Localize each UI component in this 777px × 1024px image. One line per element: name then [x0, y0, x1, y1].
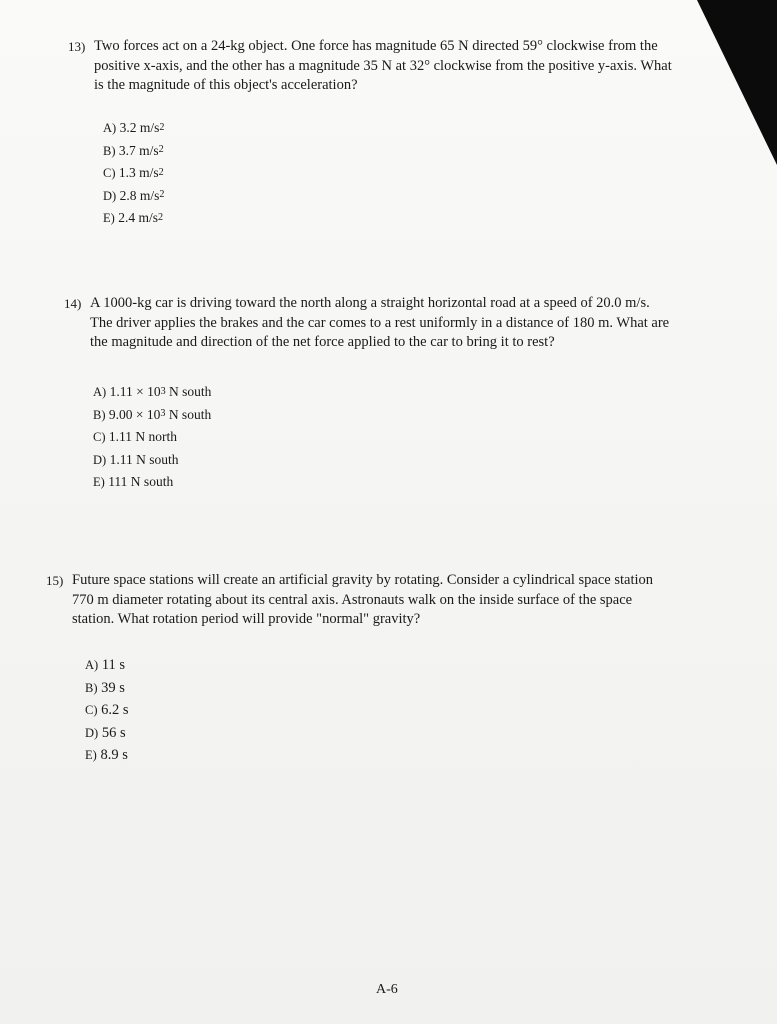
question-15-line-1: Future space stations will create an artificial gravity by rotating. Consider a cylindrical space station	[72, 572, 654, 588]
choice-15-c: C) 6.2 s	[85, 702, 129, 718]
question-15-choices	[85, 654, 129, 767]
question-13-line-1: Two forces act on a 24-kg object. One force has magnitude 65 N directed 59° clockwise from the	[94, 38, 658, 54]
question-14-line-1: A 1000-kg car is driving toward the north along a straight horizontal road at a speed of 20.0 m/s.	[90, 295, 650, 311]
question-13	[68, 37, 672, 96]
question-15-text	[46, 571, 654, 630]
page-corner-shadow	[697, 0, 777, 165]
choice-15-d: D) 56 s	[85, 724, 126, 741]
choice-13-c: C) 1.3 $m/s^2$	[103, 165, 164, 180]
page-number: A-6	[376, 982, 398, 997]
choice-14-a: A) $1.11 \times 10^3$ N south	[93, 384, 212, 399]
choice-13-d: D) 2.8 $m/s^2$	[103, 187, 165, 203]
question-13-line-2: positive x-axis, and the other has a magnitude 35 N at 32° clockwise from the positive y-axis. What	[94, 57, 672, 74]
question-13-text	[68, 37, 672, 96]
choice-15-a: A) 11 s	[85, 657, 126, 673]
question-14-text	[64, 294, 670, 353]
question-13-choices	[103, 117, 164, 230]
question-14-line-2: The driver applies the brakes and the car comes to a rest uniformly in a distance of 180 m. What are	[90, 314, 670, 331]
choice-15-e: E) 8.9 s	[85, 747, 128, 763]
choice-14-d: D) 1.11 N south	[93, 451, 179, 467]
question-14-line-3: the magnitude and direction of the net force applied to the car to bring it to rest?	[90, 334, 555, 350]
question-14-number: 14)	[64, 296, 82, 311]
choice-13-e: E) 2.4 $m/s^2$	[103, 210, 164, 225]
choice-13-b: B) 3.7 $m/s^2$	[103, 142, 164, 158]
question-15-line-3: station. What rotation period will provide "normal" gravity?	[72, 611, 421, 627]
question-14-choices	[93, 381, 211, 494]
question-15-line-2: 770 m diameter rotating about its central axis. Astronauts walk on the inside surface of the space	[72, 591, 633, 608]
question-13-line-3: is the magnitude of this object's acceleration?	[94, 77, 358, 93]
choice-15-b: B) 39 s	[85, 679, 125, 696]
choice-13-a: A) 3.2 $m/s^2$	[103, 120, 165, 135]
question-15	[46, 571, 654, 630]
question-15-number: 15)	[46, 573, 64, 588]
choice-14-b: B) $9.00 \times 10^3$ N south	[93, 406, 212, 422]
question-13-number: 13)	[68, 39, 86, 54]
choice-14-c: C) 1.11 N north	[93, 429, 177, 444]
question-14	[64, 294, 670, 353]
choice-14-e: E) 111 N south	[93, 474, 174, 489]
